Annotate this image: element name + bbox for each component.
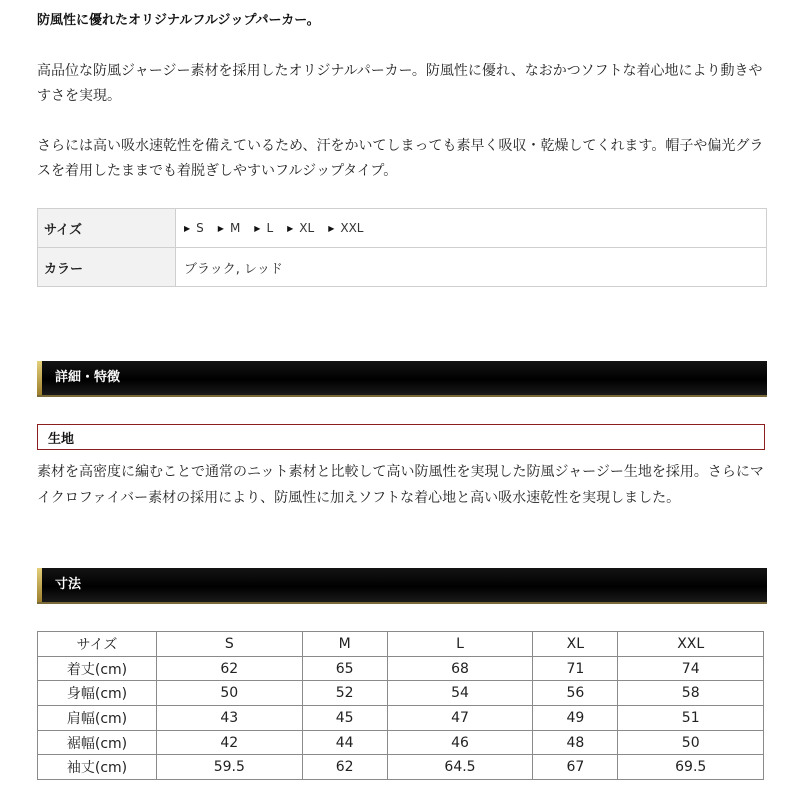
size-option-xxl[interactable] <box>328 221 363 235</box>
triangle-bullet-icon: ▶ <box>328 223 335 233</box>
table-cell: 74 <box>618 656 764 681</box>
triangle-bullet-icon: ▶ <box>287 223 294 233</box>
spec-row-color <box>38 247 766 286</box>
table-cell: 58 <box>618 681 764 706</box>
table-cell: 身幅(cm) <box>38 681 157 706</box>
feature-paragraph: さらには高い吸水速乾性を備えているため、汗をかいてしまっても素早く吸収・乾燥してくれます。帽子や偏光グラスを着用したままでも着脱ぎしやすいフルジップタイプ。 <box>37 138 764 179</box>
table-cell: 44 <box>302 730 387 755</box>
table-header-cell: XL <box>533 632 618 657</box>
details-banner <box>37 361 767 397</box>
table-cell: 49 <box>533 706 618 731</box>
table-cell: 48 <box>533 730 618 755</box>
page-headline: 防風性に優れたオリジナルフルジップパーカー。 <box>37 13 320 28</box>
table-row <box>38 656 764 681</box>
table-cell: 45 <box>302 706 387 731</box>
size-option-label: XL <box>299 221 315 235</box>
size-option-label: M <box>229 221 241 235</box>
table-cell: 肩幅(cm) <box>38 706 157 731</box>
table-cell: 46 <box>387 730 533 755</box>
table-cell: 68 <box>387 656 533 681</box>
table-cell: 56 <box>533 681 618 706</box>
table-cell: 64.5 <box>387 755 533 780</box>
table-header-cell: L <box>387 632 533 657</box>
details-banner-title: 詳細・特徴 <box>55 370 121 385</box>
table-row <box>38 755 764 780</box>
table-cell: 43 <box>157 706 303 731</box>
table-header-row <box>38 632 764 657</box>
size-option-xl[interactable] <box>287 221 314 235</box>
table-row <box>38 730 764 755</box>
size-option-label: L <box>266 221 274 235</box>
size-label: サイズ <box>38 209 176 247</box>
table-cell: 67 <box>533 755 618 780</box>
table-cell: 71 <box>533 656 618 681</box>
table-cell: 69.5 <box>618 755 764 780</box>
size-option-label: XXL <box>340 221 364 235</box>
size-option-label: S <box>196 221 204 235</box>
table-header-cell: M <box>302 632 387 657</box>
table-cell: 42 <box>157 730 303 755</box>
size-option-m[interactable] <box>218 221 241 235</box>
dimensions-banner-title: 寸法 <box>55 577 82 592</box>
triangle-bullet-icon: ▶ <box>254 223 261 233</box>
spec-row-size <box>38 209 766 247</box>
fabric-subheading: 生地 <box>37 424 765 450</box>
size-option-l[interactable] <box>254 221 273 235</box>
triangle-bullet-icon: ▶ <box>217 223 224 233</box>
table-cell: 袖丈(cm) <box>38 755 157 780</box>
spec-table <box>37 208 767 287</box>
table-header-cell: S <box>157 632 303 657</box>
table-cell: 51 <box>618 706 764 731</box>
table-cell: 50 <box>618 730 764 755</box>
table-cell: 62 <box>302 755 387 780</box>
size-options <box>176 209 766 247</box>
table-row <box>38 681 764 706</box>
table-cell: 50 <box>157 681 303 706</box>
table-header-cell: XXL <box>618 632 764 657</box>
size-option-s[interactable] <box>184 221 204 235</box>
color-value: ブラック, レッド <box>184 261 283 277</box>
table-row <box>38 706 764 731</box>
color-label: カラー <box>38 248 176 286</box>
table-cell: 65 <box>302 656 387 681</box>
table-cell: 着丈(cm) <box>38 656 157 681</box>
table-header-cell: サイズ <box>38 632 157 657</box>
table-cell: 62 <box>157 656 303 681</box>
table-cell: 59.5 <box>157 755 303 780</box>
table-cell: 54 <box>387 681 533 706</box>
fabric-paragraph: 素材を高密度に編むことで通常のニット素材と比較して高い防風性を実現した防風ジャージー生地を採用。さらにマイクロファイバー素材の採用により、防風性に加えソフトな着心地と高い吸水速乾性を実現しました。 <box>37 464 764 506</box>
table-cell: 47 <box>387 706 533 731</box>
intro-paragraph: 高品位な防風ジャージー素材を採用したオリジナルパーカー。防風性に優れ、なおかつソフトな着心地により動きやすさを実現。 <box>37 63 763 104</box>
dimensions-banner <box>37 568 767 604</box>
table-cell: 52 <box>302 681 387 706</box>
dimensions-table <box>37 631 764 780</box>
table-cell: 裾幅(cm) <box>38 730 157 755</box>
triangle-bullet-icon: ▶ <box>184 223 191 233</box>
